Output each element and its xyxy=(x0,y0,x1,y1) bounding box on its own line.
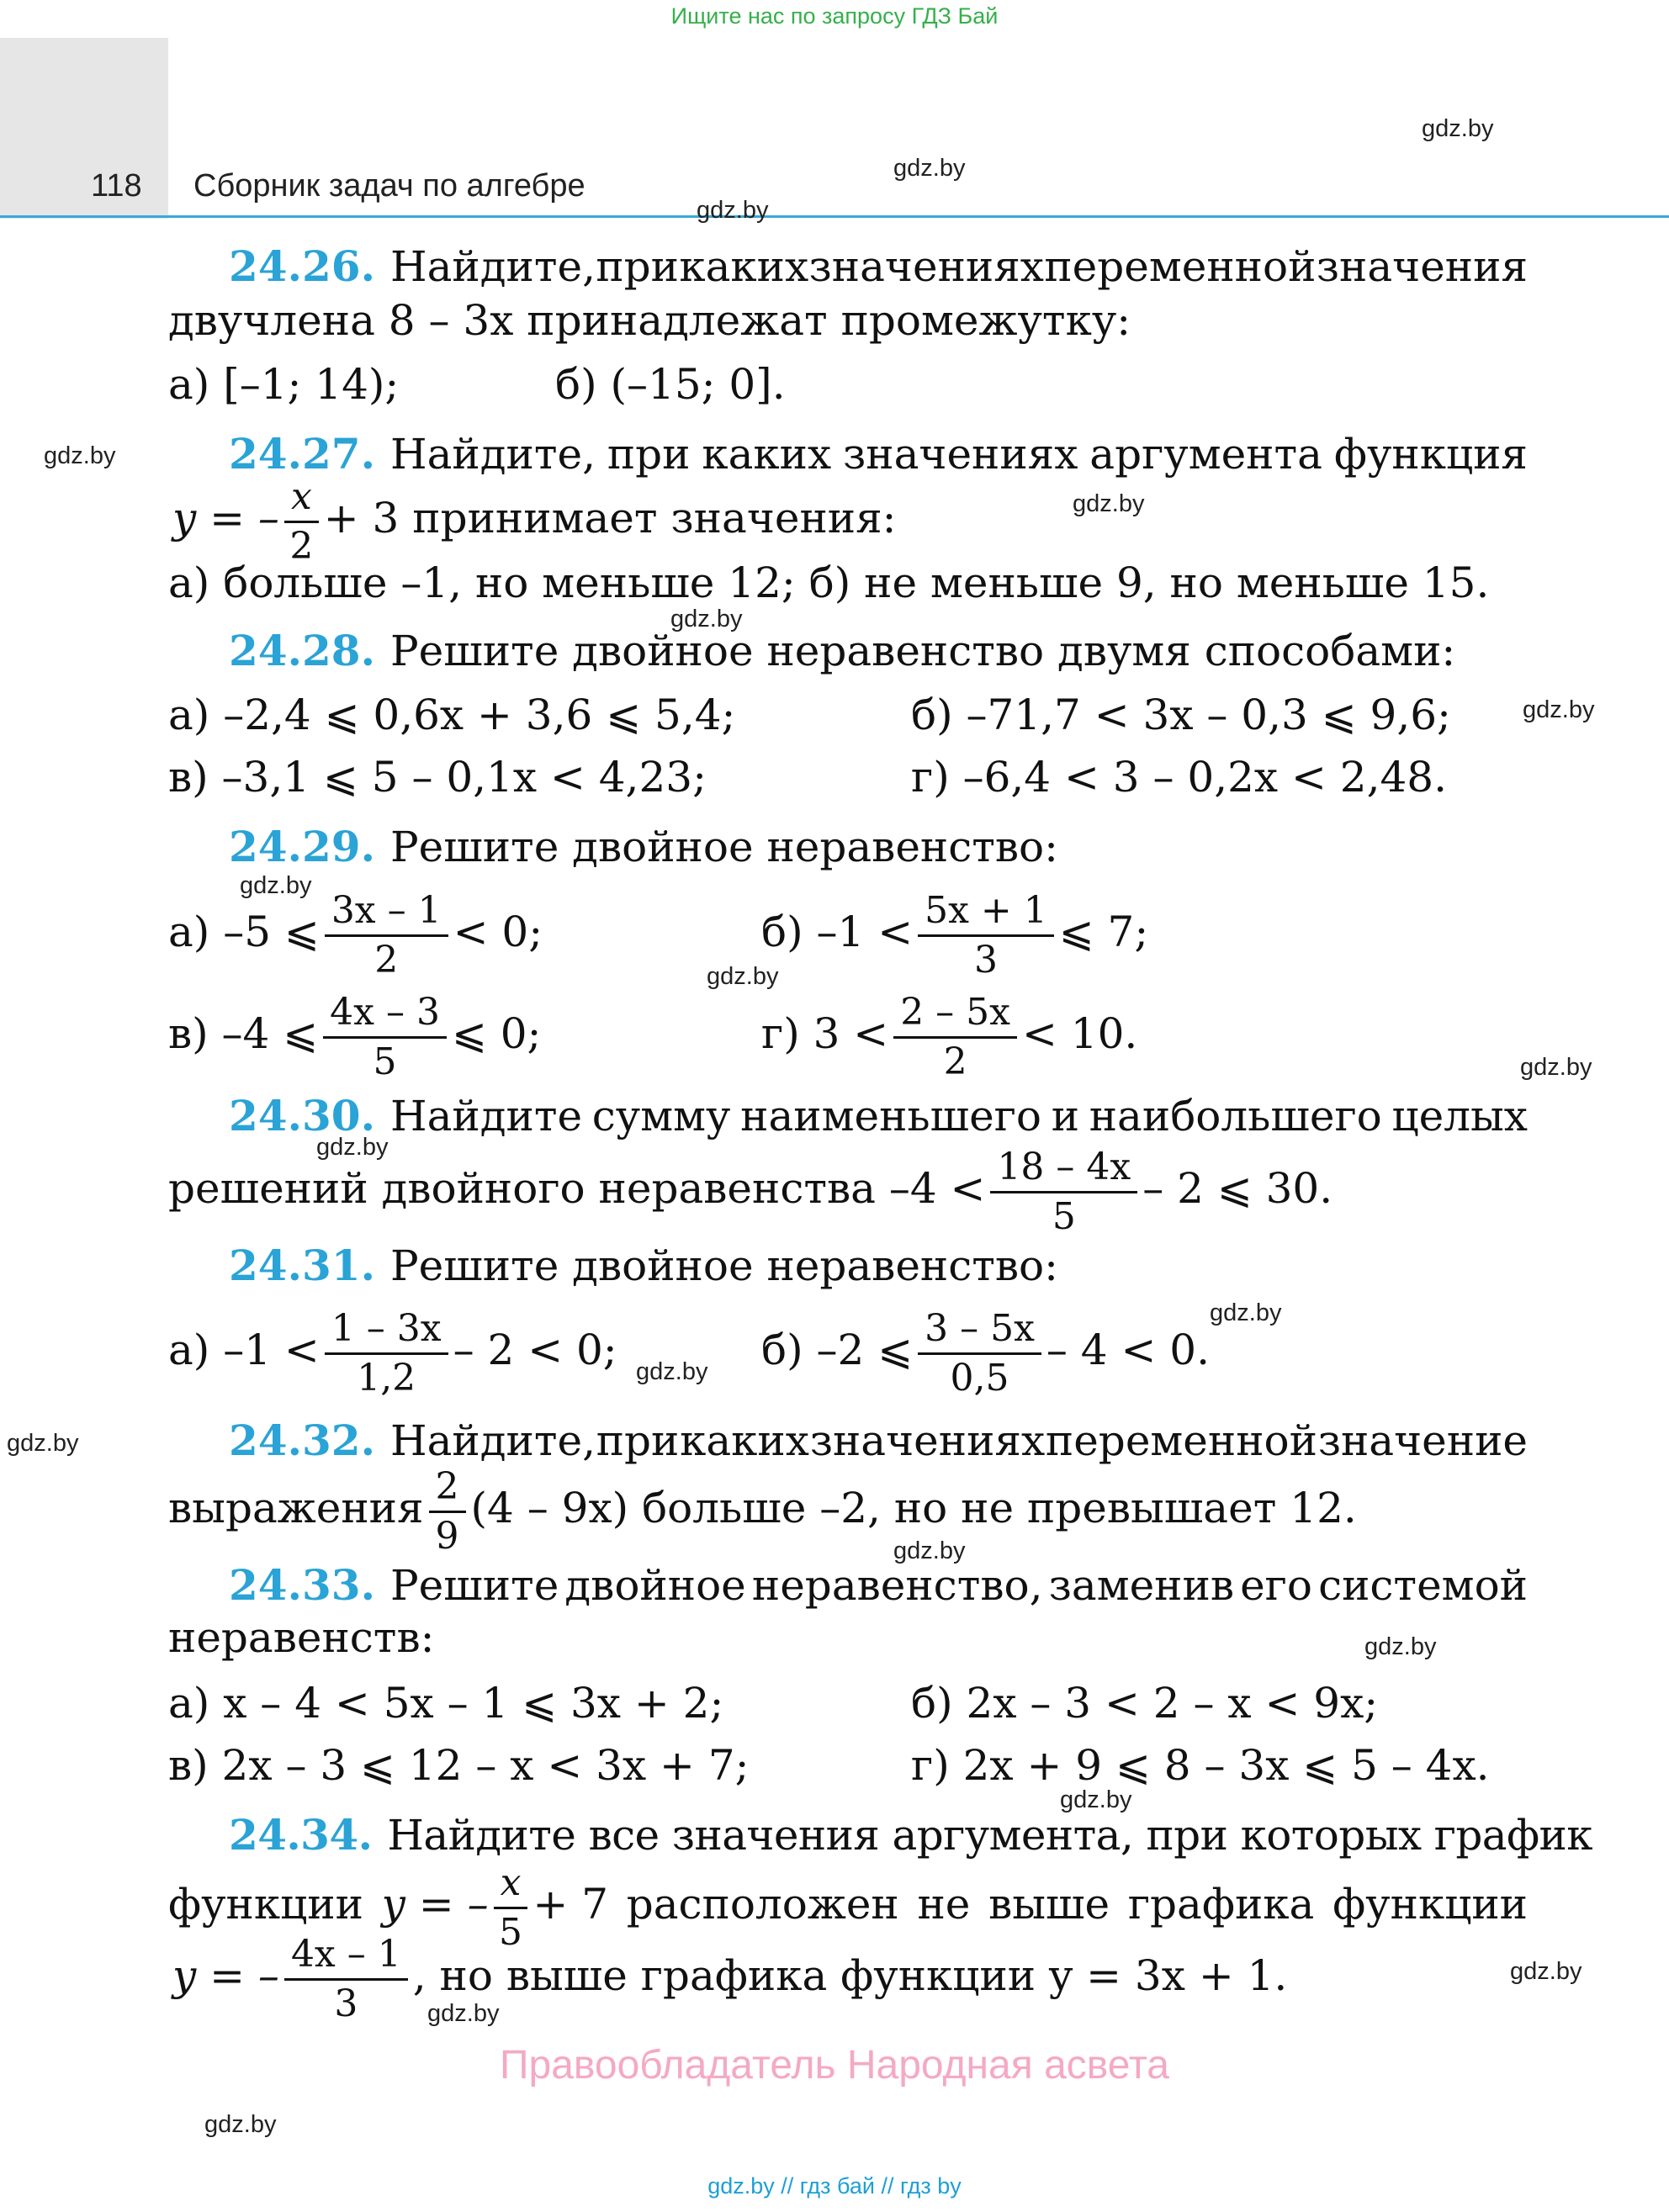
watermark: gdz.by xyxy=(240,872,312,899)
problem-24-26-line1: 24.26. Найдите, при каких значениях переменной значения xyxy=(229,241,1528,291)
problem-24-28-a: а) –2,4 ⩽ 0,6x + 3,6 ⩽ 5,4; xyxy=(168,691,736,739)
footer-links[interactable]: gdz.by // гдз бай // гдз by xyxy=(707,2173,962,2199)
problem-24-26-b: б) (–15; 0]. xyxy=(555,360,786,409)
fraction: $\frac{4x - 1}{3}$ xyxy=(284,1931,408,2028)
watermark: gdz.by xyxy=(44,442,116,469)
problem-24-26-a: а) [–1; 14); xyxy=(168,360,400,409)
problem-number: 24.33. xyxy=(229,1560,375,1610)
problem-24-29-b: б) –1 < $\frac{5x + 1}{3}$ ⩽ 7; xyxy=(761,882,1148,984)
problem-24-28-d: г) –6,4 < 3 – 0,2x < 2,48. xyxy=(911,753,1448,802)
problem-24-26-line2: двучлена 8 – 3x принадлежат промежутку: xyxy=(168,296,1131,345)
header-rule xyxy=(0,215,1669,218)
fraction: $\frac{18 - 4x}{5}$ xyxy=(990,1144,1137,1241)
page-corner-block xyxy=(0,38,168,219)
problem-24-34-line2: функции y = – $\frac{x}{5}$ + 7 расположен не выше графика функции xyxy=(168,1855,1528,1956)
problem-number: 24.30. xyxy=(229,1091,375,1140)
problem-24-33-line1: 24.33. Решите двойное неравенство, заменив его системой xyxy=(229,1560,1528,1610)
problem-24-34-line1: 24.34. Найдите все значения аргумента, при которых график xyxy=(229,1810,1592,1860)
problem-number: 24.31. xyxy=(229,1241,375,1290)
watermark: gdz.by xyxy=(7,1430,79,1457)
problem-number: 24.28. xyxy=(229,626,375,675)
problem-24-33-line2: неравенств: xyxy=(168,1613,435,1662)
problem-24-32-line1: 24.32. Найдите, при каких значениях переменной значение xyxy=(229,1416,1528,1465)
fraction: $\frac{3 - 5x}{0,5}$ xyxy=(918,1305,1041,1402)
problem-number: 24.26. xyxy=(229,241,375,291)
problem-24-30-line2: решений двойного неравенства –4 < $\frac{18 - 4x}{5}$ – 2 ⩽ 30. xyxy=(168,1139,1333,1241)
problem-24-27-conditions: а) больше –1, но меньше 12; б) не меньше 9, но меньше 15. xyxy=(168,558,1490,607)
watermark: gdz.by xyxy=(427,2000,500,2027)
watermark: gdz.by xyxy=(697,197,769,224)
problem-24-28-c: в) –3,1 ⩽ 5 – 0,1x < 4,23; xyxy=(168,753,707,802)
problem-24-28-b: б) –71,7 < 3x – 0,3 ⩽ 9,6; xyxy=(911,691,1451,739)
fraction: $\frac{x}{5}$ xyxy=(494,1860,528,1956)
watermark: gdz.by xyxy=(893,155,966,182)
fraction: $\frac{1 - 3x}{1,2}$ xyxy=(325,1305,448,1402)
problem-24-33-c: в) 2x – 3 ⩽ 12 – x < 3x + 7; xyxy=(168,1741,750,1790)
fraction: $\frac{2}{9}$ xyxy=(429,1463,466,1560)
fraction: $\frac{x}{2}$ xyxy=(284,474,319,570)
problem-24-28-line1: 24.28. Решите двойное неравенство двумя способами: xyxy=(229,626,1456,675)
watermark: gdz.by xyxy=(316,1134,389,1161)
problem-24-27-function: y = – $\frac{x}{2}$ + 3 принимает значения: xyxy=(172,471,897,570)
running-title: Сборник задач по алгебре xyxy=(193,168,585,204)
problem-24-34-line3: y = – $\frac{4x - 1}{3}$ , но выше графика функции y = 3x + 1. xyxy=(172,1926,1287,2028)
problem-24-29-line1: 24.29. Решите двойное неравенство: xyxy=(229,822,1059,871)
fraction: $\frac{4x - 3}{5}$ xyxy=(323,989,447,1086)
watermark: gdz.by xyxy=(1510,1958,1582,1985)
problem-24-31-line1: 24.31. Решите двойное неравенство: xyxy=(229,1241,1059,1290)
problem-number: 24.34. xyxy=(229,1810,373,1860)
watermark: gdz.by xyxy=(1210,1299,1282,1326)
problem-number: 24.29. xyxy=(229,822,375,871)
watermark: gdz.by xyxy=(893,1537,966,1564)
watermark: gdz.by xyxy=(1060,1786,1132,1813)
problem-24-31-a: а) –1 < $\frac{1 - 3x}{1,2}$ – 2 < 0; xyxy=(168,1300,617,1402)
watermark: gdz.by xyxy=(1364,1633,1437,1660)
watermark: gdz.by xyxy=(1422,115,1494,142)
watermark: gdz.by xyxy=(1523,696,1595,723)
page-number: 118 xyxy=(91,168,142,204)
problem-24-33-b: б) 2x – 3 < 2 – x < 9x; xyxy=(911,1679,1379,1728)
watermark: gdz.by xyxy=(670,606,743,632)
problem-number: 24.27. xyxy=(229,429,375,479)
problem-24-32-line2: выражения $\frac{2}{9}$ (4 – 9x) больше –2, но не превышает 12. xyxy=(168,1458,1357,1560)
problem-24-27-line1: 24.27. Найдите, при каких значениях аргумента функция xyxy=(229,429,1528,479)
problem-24-29-d: г) 3 < $\frac{2 - 5x}{2}$ < 10. xyxy=(761,984,1137,1086)
problem-24-33-a: а) x – 4 < 5x – 1 ⩽ 3x + 2; xyxy=(168,1679,724,1728)
problem-24-30-line1: 24.30. Найдите сумму наименьшего и наибольшего целых xyxy=(229,1091,1528,1140)
rights-holder-notice: Правообладатель Народная асвета xyxy=(500,2043,1169,2088)
problem-24-31-b: б) –2 ⩽ $\frac{3 - 5x}{0,5}$ – 4 < 0. xyxy=(761,1300,1210,1402)
problem-number: 24.32. xyxy=(229,1416,375,1465)
fraction: $\frac{2 - 5x}{2}$ xyxy=(893,989,1017,1086)
watermark: gdz.by xyxy=(1520,1054,1592,1081)
problem-24-29-a: а) –5 ⩽ $\frac{3x - 1}{2}$ < 0; xyxy=(168,882,543,984)
fraction: $\frac{3x - 1}{2}$ xyxy=(325,887,448,984)
problem-24-33-d: г) 2x + 9 ⩽ 8 – 3x ⩽ 5 – 4x. xyxy=(911,1741,1490,1790)
watermark: gdz.by xyxy=(1073,490,1145,517)
problem-24-29-c: в) –4 ⩽ $\frac{4x - 3}{5}$ ⩽ 0; xyxy=(168,984,541,1086)
watermark: gdz.by xyxy=(636,1358,708,1385)
fraction: $\frac{5x + 1}{3}$ xyxy=(918,887,1054,984)
watermark: gdz.by xyxy=(707,963,779,990)
top-banner: Ищите нас по запросу ГДЗ Бай xyxy=(670,3,999,29)
watermark: gdz.by xyxy=(204,2111,277,2138)
